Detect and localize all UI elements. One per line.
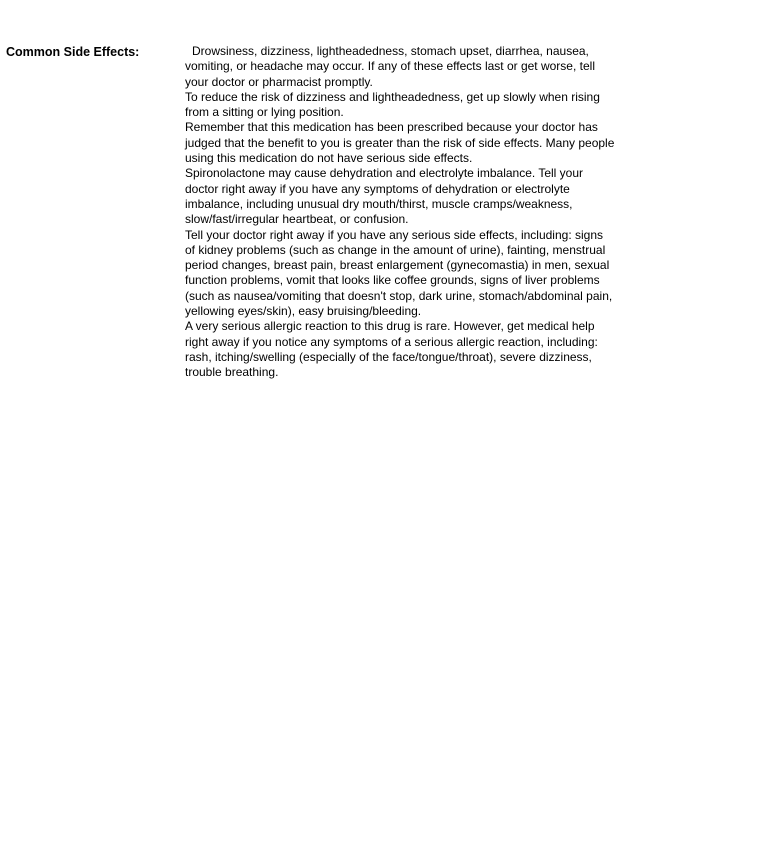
paragraph-dizziness-tip: To reduce the risk of dizziness and lightheadedness, get up slowly when rising from a sitting or lying position. [185,89,600,120]
paragraph-benefit-note: Remember that this medication has been prescribed because your doctor has judged that the benefit to you is greater than the risk of side effects. Many people using this medication do not have serious side effects. [185,120,615,166]
paragraph-serious-effects: Tell your doctor right away if you have any serious side effects, including: signs of kidney problems (such as change in the amount of urine), fainting, menstrual period changes, breast pain, breast enlargement (gynecomastia) in men, sexual function problems, vomit that looks like coffee grounds, signs of liver problems (such as nausea/vomiting that doesn't stop, dark urine, stomach/abdominal pain, yellowing eyes/skin), easy bruising/bleeding. [185,227,613,319]
paragraph-dehydration-warning: Spironolactone may cause dehydration and electrolyte imbalance. Tell your doctor right away if you have any symptoms of dehydration or electrolyte imbalance, including unusual dry mouth/thirst, muscle cramps/weakness, slow/fast/irregular heartbeat, or confusion. [185,166,584,227]
section-label: Common Side Effects: [6,45,140,59]
paragraph-allergic-reaction: A very serious allergic reaction to this drug is rare. However, get medical help right away if you notice any symptoms of a serious allergic reaction, including: rash, itching/swelling (especially of the face/tongue/throat), severe dizziness, trouble breathing. [185,319,598,380]
side-effects-content [185,43,615,381]
paragraph-common-effects: Drowsiness, dizziness, lightheadedness, stomach upset, diarrhea, nausea, vomiting, or headache may occur. If any of these effects last or get worse, tell your doctor or pharmacist promptly. [185,44,595,89]
